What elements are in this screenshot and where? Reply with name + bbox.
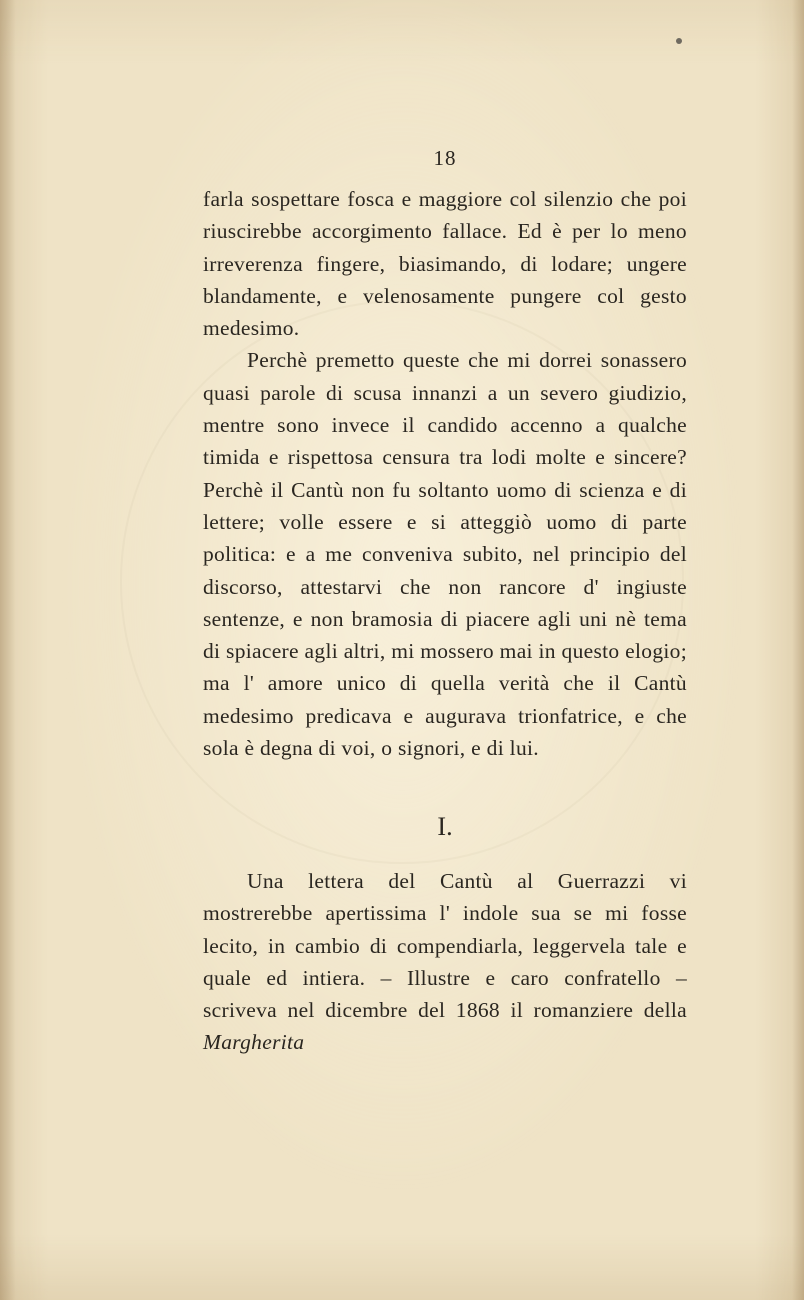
body-text-section-1 — [203, 865, 687, 1059]
body-text-top — [203, 183, 687, 764]
page-number: 18 — [433, 146, 457, 170]
paragraph-lettera-text: Una lettera del Cantù al Guerrazzi vi mostrerebbe apertissima l' indole sua se mi fosse lecito, in cambio di compendiarla, leggervela tale e quale ed intiera. – Illustre e caro confratello – scriveva nel dicembre del 1868 il romanziere della — [203, 869, 687, 1023]
paragraph-lettera — [203, 865, 687, 1059]
paragraph-perche: Perchè premetto queste che mi dorrei sonassero quasi parole di scusa innanzi a un severo giudizio, mentre sono invece il candido accenno a qualche timida e rispettosa censura tra lodi molte e sincere? Perchè il Cantù non fu soltanto uomo di scienza e di lettere; volle essere e si atteggiò uomo di parte politica: e a me conveniva subito, nel principio del discorso, attestarvi che non rancore d' ingiuste sentenze, e non bramosia di piacere agli uni nè tema di spiacere agli altri, mi mossero mai in questo elogio; ma l' amore unico di quella verità che il Cantù medesimo predicava e augurava trionfatrice, e che sola è degna di voi, o signori, e di lui. — [203, 348, 687, 761]
page-right-edge-shadow — [792, 0, 804, 1300]
italic-title-margherita: Margherita — [203, 1030, 305, 1055]
ink-speck — [676, 38, 682, 44]
section-heading: I. — [437, 812, 453, 841]
paragraph-continuation: farla sospettare fosca e maggiore col silenzio che poi riuscirebbe accorgimento fallace. Ed è per lo meno irreverenza fingere, biasimando, di lodare; ungere blandamente, e velenosamente pungere col gesto medesimo. — [203, 187, 687, 341]
page-left-edge-shadow — [0, 0, 16, 1300]
